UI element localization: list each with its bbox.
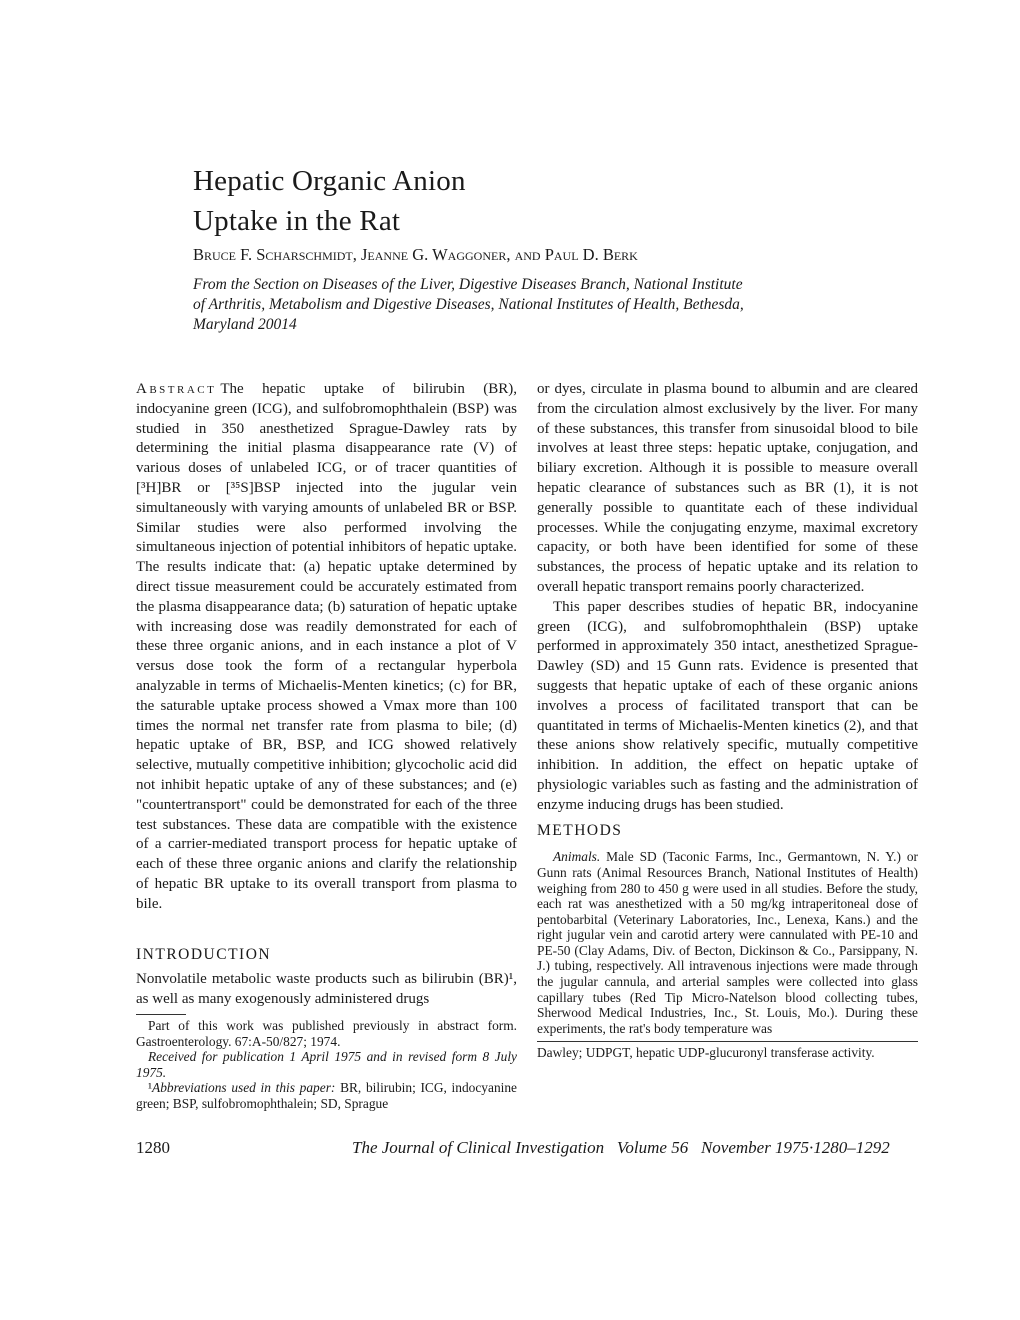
footnote-continued: Dawley; UDPGT, hepatic UDP-glucuronyl transferase activity. bbox=[537, 1045, 875, 1061]
title-line-2: Uptake in the Rat bbox=[193, 205, 401, 238]
footnote-divider bbox=[136, 1014, 186, 1015]
introduction-paragraph-1-continued: or dyes, circulate in plasma bound to albumin and are cleared from the circulation almost exclusively by the liver. For many of these substances, this transfer from sinusoidal blood to bile involves at least three steps: hepatic uptake, conjugation, and biliary excretion. Although it is possible to measure overall hepatic clearance of substances such as BR (1), it is not generally possible to quantitate each of these individual processes. While the conjugating enzyme, maximal excretory capacity, or both have been identified for some of these substances, the process of hepatic uptake and its relation to overall hepatic transport remains poorly characterized. bbox=[537, 381, 918, 595]
footnote-divider-right bbox=[537, 1041, 918, 1042]
footnote-received: Received for publication 1 April 1975 and in revised form 8 July 1975. bbox=[136, 1049, 517, 1080]
abbreviations-text: BR, bilirubin; ICG, indocyanine green; BSP, sulfobromophthalein; SD, Sprague bbox=[136, 1080, 517, 1111]
left-column bbox=[136, 380, 517, 1111]
author-list: Bruce F. Scharschmidt, Jeanne G. Waggoner, and Paul D. Berk bbox=[193, 245, 638, 264]
introduction-paragraph-1-start: Nonvolatile metabolic waste products such as bilirubin (BR)¹, as well as many exogenously administered drugs bbox=[136, 971, 517, 1008]
footnote-abbreviations: ¹Abbreviations used in this paper: BR, bilirubin; ICG, indocyanine green; BSP, sulfobromophthalein; SD, Sprague bbox=[136, 1080, 517, 1111]
abstract bbox=[136, 380, 517, 915]
footnote-abstract-note: Part of this work was published previously in abstract form. Gastroenterology. 67:A-50/827; 1974. bbox=[136, 1017, 517, 1049]
page-number: 1280 bbox=[136, 1138, 170, 1157]
introduction-paragraph-2: This paper describes studies of hepatic BR, indocyanine green (ICG), and sulfobromophthalein (BSP) uptake performed in approximately 350 intact, anesthetized Sprague-Dawley (SD) and 15 Gunn rats. Evidence is presented that suggests that hepatic uptake of each of these organic anions involves a process of facilitated transport that can be quantitated in terms of Michaelis-Menten kinetics (2), and that these anions show relatively specific, mutually competitive inhibition. In addition, the effect on hepatic uptake of physiologic variables such as fasting and the administration of enzyme inducing drugs has been studied. bbox=[537, 598, 918, 813]
affiliation: From the Section on Diseases of the Liver, Digestive Diseases Branch, National Institute of Arthritis, Metabolism and Digestive Diseases, National Institutes of Health, Bethesda, Maryland 20014 bbox=[193, 276, 744, 333]
title-line-1: Hepatic Organic Anion bbox=[193, 165, 466, 198]
article-title bbox=[193, 161, 466, 241]
journal-citation: The Journal of Clinical Investigation Volume 56 November 1975·1280–1292 bbox=[352, 1138, 890, 1157]
right-column bbox=[537, 380, 918, 1061]
animals-label: Animals. bbox=[553, 849, 601, 865]
animals-text: Male SD (Taconic Farms, Inc., Germantown, N. Y.) or Gunn rats (Animal Resources Branch, National Institutes of Health) weighing from 280 to 450 g were used in all studies. Before the study, each rat was anesthetized with a 50 mg/kg intraperitoneal dose of pentobarbital (Veterinary Laboratories, Inc., Lenexa, Kans.) and the right jugular vein and carotid artery were cannulated with PE-10 and PE-50 (Clay Adams, Div. of Becton, Dickinson & Co., Parsippany, N. J.) tubing, respectively. All intravenous injections were made through the jugular cannula, and arterial samples were collected into glass capillary tubes (Red Tip Micro-Natelson blood collecting tubes, Sherwood Medical Industries, Inc., St. Louis, Mo.). During these experiments, the rat's body temperature was bbox=[537, 849, 918, 1036]
abstract-text: The hepatic uptake of bilirubin (BR), indocyanine green (ICG), and sulfobromophthalein (BSP) was studied in 350 anesthetized Sprague-Dawley rats by determining the initial plasma disappearance rate (V) of various doses of unlabeled ICG, or of tracer quantities of [³H]BR or [³⁵S]BSP injected into the jugular vein simultaneously with varying amounts of unlabeled BR or BSP. Similar studies were also performed involving the simultaneous injection of potential inhibitors of hepatic uptake. The results indicate that: (a) hepatic uptake determined by direct tissue measurement could be accurately estimated from the plasma disappearance data; (b) saturation of hepatic uptake with increasing dose was readily demonstrated for each of these three organic anions, and in each instance a plot of V versus dose took the form of a rectangular hyperbola analyzable in terms of Michaelis-Menten kinetics; (c) for BR, the saturable uptake process showed a Vmax more than 100 times the normal net transfer rate from plasma to bile; (d) hepatic uptake of BR, BSP, and ICG showed relatively selective, mutually competitive inhibition; glycocholic acid did not inhibit hepatic uptake of any of these substances; and (e) "countertransport" could be demonstrated for each of the three test substances. These data are compatible with the existence of a carrier-mediated transport process for hepatic uptake of each of these three organic anions and clarify the relationship of hepatic BR uptake to its overall transport from plasma to bile. bbox=[136, 381, 517, 912]
methods-animals bbox=[537, 849, 918, 1036]
methods-heading: METHODS bbox=[537, 821, 623, 839]
footnotes bbox=[136, 1018, 517, 1112]
abbreviations-label: Abbreviations used in this paper: bbox=[152, 1080, 336, 1096]
abstract-label: Abstract bbox=[136, 381, 217, 397]
introduction-heading: INTRODUCTION bbox=[136, 945, 272, 963]
